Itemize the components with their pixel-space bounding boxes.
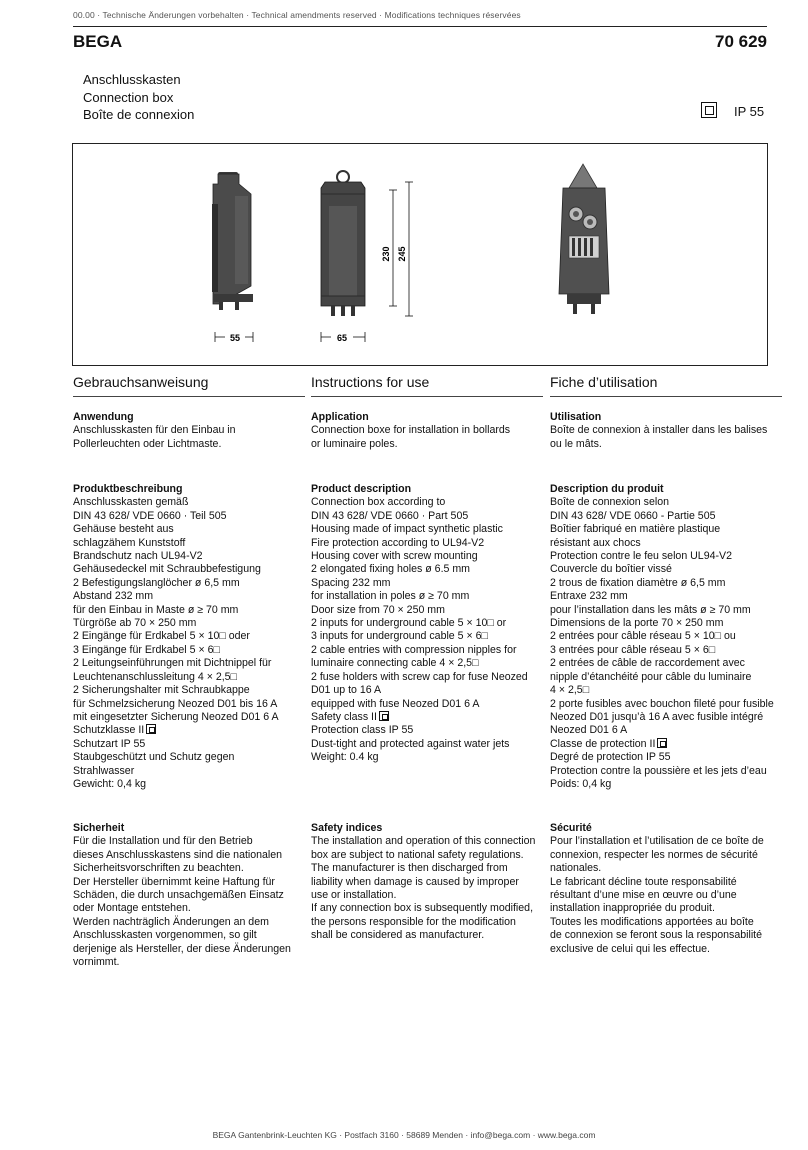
section-text-b: Protection class IP 55 Dust-tight and protected against water jets Weight: 0.4 kg [311,724,510,764]
section-safety [311,822,543,943]
safety-class-ii-icon [146,724,156,734]
section-product-description [73,483,305,809]
safety-class-line [311,711,543,724]
safety-class-ii-icon [379,711,389,721]
title-fr: Boîte de connexion [83,107,195,122]
section-product-description [550,483,782,809]
section-safety [550,822,782,956]
section-title: Product description [311,483,412,495]
top-rule [73,26,767,27]
dim-width-55: 55 [229,333,241,343]
section-text: The installation and operation of this connection box are subject to national safety regulations. The manufacturer is then discharged from liability when damage is caused by improper use or installation. If any connection box is subsequently modified, the persons responsible for the modification shall be considered as manufacturer. [311,835,536,942]
section-text: Für die Installation und für den Betrieb dieses Anschlusskastens sind die nationalen Sicherheitsvorschriften zu beachten. Der Hersteller übernimmt keine Haftung für Schäden, die durch unsachgemäßen Einsatz oder Montage entstehen. Werden nachträglich Änderungen an dem Anschlusskasten vorgenommen, so gilt derjenige als Hersteller, der diese Änderungen vornimmt. [73,835,291,969]
article-number: 70 629 [715,32,767,51]
section-title: Sécurité [550,822,592,834]
product-drawing-svg [73,144,769,367]
section-text: Connection box according to DIN 43 628/ VDE 0660 · Part 505 Housing made of impact synthetic plastic Fire protection according to UL94-V2 Housing cover with screw mounting 2 elongated fixing holes ø 6.5 mm Spacing 232 mm for installation in poles ø ≥ 70 mm Door size from 70 × 250 mm 2 inputs for underground cable 5 × 10□ or 3 inputs for underground cable 5 × 6□ 2 cable entries with compression nipples for luminaire connecting cable 4 × 2,5□ 2 fuse holders with screw cap for fuse Neozed D01 up to 16 A equipped with fuse Neozed D01 6 A [311,496,528,710]
section-application [550,411,782,469]
safety-class-label: Schutzklasse II [73,724,145,737]
safety-class-label: Safety class II [311,710,377,723]
section-text: Pour l’installation et l’utilisation de ce boîte de connexion, respecter les normes de sécurité nationales. Le fabricant décline toute responsabilité résultant d’une mise en œuvre ou d’une installation inappropriée du produit. Toutes les modifications apportées au boîte de connexion se feront sous la responsabilité exclusive de celui qui les effectue. [550,835,764,955]
product-titles [83,71,194,124]
section-title: Application [311,411,369,423]
section-title: Sicherheit [73,822,125,834]
section-text: Anschlusskasten für den Einbau in Pollerleuchten oder Lichtmaste. [73,424,236,450]
section-safety [73,822,305,969]
dim-height-230: 230 [381,246,391,262]
section-text: Connection boxe for installation in bollards or luminaire poles. [311,424,511,450]
section-product-description [311,483,543,809]
safety-class-line [550,738,782,751]
brand-name: BEGA [73,32,123,51]
safety-class-line [73,724,305,737]
section-title: Anwendung [73,411,134,423]
section-title: Utilisation [550,411,602,423]
section-title: Description du produit [550,483,664,495]
footer-address: BEGA Gantenbrink-Leuchten KG · Postfach 3160 · 58689 Menden · info@bega.com · www.bega.com [212,1130,596,1140]
dim-width-65: 65 [336,333,348,343]
section-application [73,411,305,469]
section-title: Safety indices [311,822,383,834]
title-en: Connection box [83,89,174,105]
safety-class-ii-icon [701,102,717,118]
dim-height-245: 245 [397,246,407,262]
column-heading: Fiche d’utilisation [550,374,782,397]
section-text-b: Degré de protection IP 55 Protection contre la poussière et les jets d’eau Poids: 0,4 kg [550,751,767,790]
column-german [73,374,305,969]
section-text: Anschlusskasten gemäß DIN 43 628/ VDE 0660 · Teil 505 Gehäuse besteht aus schlagzähem Kunststoff Brandschutz nach UL94-V2 Gehäusedeckel mit Schraubbefestigung 2 Befestigungslanglöcher ø 6,5 mm Abstand 232 mm für den Einbau in Maste ø ≥ 70 mm Türgröße ab 70 × 250 mm 2 Eingänge für Erdkabel 5 × 10□ oder 3 Eingänge für Erdkabel 5 × 6□ 2 Leitungseinführungen mit Dichtnippel für Leuchtenanschlussleitung 4 × 2,5□ 2 Sicherungshalter mit Schraubkappe für Schmelzsicherung Neozed D01 bis 16 A mit eingesetzter Sicherung Neozed D01 6 A [73,496,279,723]
column-heading: Instructions for use [311,374,543,397]
top-note: 00.00 · Technische Änderungen vorbehalten · Technical amendments reserved · Modifications techniques réservées [73,10,521,20]
section-text-b: Schutzart IP 55 Staubgeschützt und Schutz gegen Strahlwasser Gewicht: 0,4 kg [73,737,235,790]
side-view [212,172,253,310]
safety-class-label: Classe de protection II [550,737,656,750]
ip-rating: IP 55 [734,104,765,119]
column-heading: Gebrauchsanweisung [73,374,305,397]
title-de: Anschlusskasten [83,72,181,87]
section-text: Boîte de connexion à installer dans les balises ou le mâts. [550,424,768,450]
column-english [311,374,543,943]
section-text: Boîte de connexion selon DIN 43 628/ VDE 0660 - Partie 505 Boîtier fabriqué en matière plastique résistant aux chocs Protection contre le feu selon UL94-V2 Couvercle du boîtier vissé 2 trous de fixation diamètre ø 6,5 mm Entraxe 232 mm pour l’installation dans les mâts ø ≥ 70 mm Dimensions de la porte 70 × 250 mm 2 entrées pour câble réseau 5 × 10□ ou 3 entrées pour câble réseau 5 × 6□ 2 entrées de câble de raccordement avec nipple d’étanchéité pour câble du luminaire 4 × 2,5□ 2 porte fusibles avec bouchon fileté pour fusible Neozed D01 jusqu’à 16 A avec fusible intégré Neozed D01 6 A [550,496,774,737]
open-view [559,164,609,314]
section-application [311,411,543,469]
column-french [550,374,782,956]
section-title: Produktbeschreibung [73,483,183,495]
front-view [321,171,365,316]
product-drawing [72,143,768,366]
safety-class-ii-icon [657,738,667,748]
